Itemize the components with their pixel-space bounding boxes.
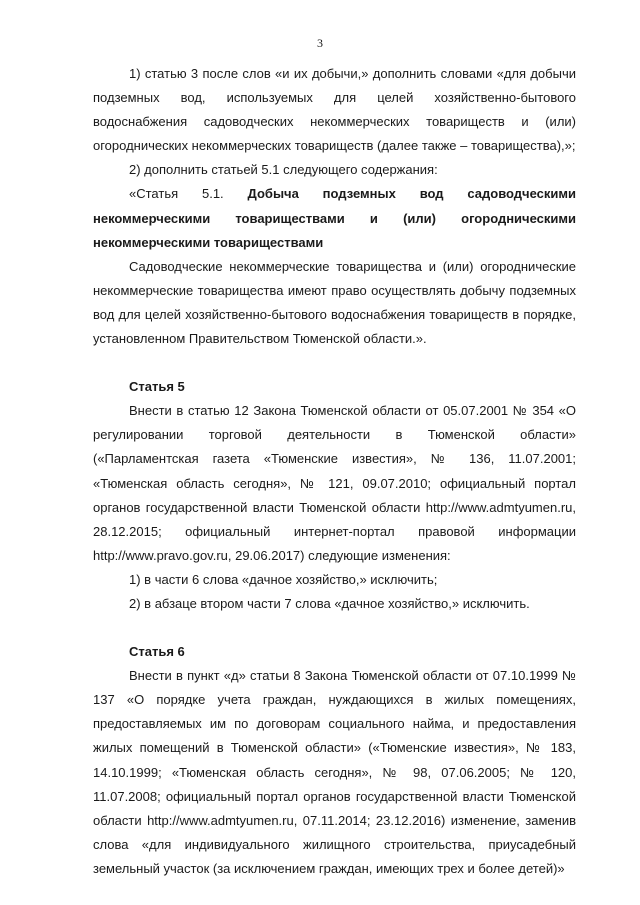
article5-heading: Статья 5 — [129, 379, 185, 395]
article6-heading: Статья 6 — [129, 644, 185, 660]
article5-item-2: 2) в абзаце втором части 7 слова «дачное хозяйство,» исключить. — [129, 595, 530, 611]
new-article-prefix: «Статья 5.1. — [129, 186, 224, 202]
new-article-heading — [93, 182, 576, 254]
article5-intro: Внести в статью 12 Закона Тюменской области от 05.07.2001 № 354 «О регулировании торговой деятельности в Тюменской области» («Парламентская газета «Тюменские известия», № 136, 11.07.2001; «Тюменская область сегодня», № 121, 09.07.2010; официальный портал органов государственной власти Тюменской области http://www.admtyumen.ru, 28.12.2015; официальный интернет-портал правовой информации http://www.pravo.gov.ru, 29.06.2017) следующие изменения: — [93, 403, 576, 563]
article4-item-2: 2) дополнить статьей 5.1 следующего содержания: — [129, 162, 438, 178]
article5-item-1: 1) в части 6 слова «дачное хозяйство,» исключить; — [129, 571, 438, 587]
page-number: 3 — [317, 36, 323, 50]
article6-text: Внести в пункт «д» статьи 8 Закона Тюменской области от 07.10.1999 № 137 «О порядке учета граждан, нуждающихся в жилых помещениях, предоставляемых им по договорам социального найма, и предоставления жилых помещений в Тюменской области» («Тюменские известия», № 183, 14.10.1999; «Тюменская область сегодня», № 98, 07.06.2005; № 120, 11.07.2008; официальный портал органов государственной власти Тюменской области http://www.admtyumen.ru, 07.11.2014; 23.12.2016) изменение, заменив слова «для индивидуального жилищного строительства, приусадебный земельный участок (за исключением граждан, имеющих трех и более детей)» — [93, 668, 576, 876]
document-body — [93, 62, 576, 881]
new-article-title: Добыча подземных вод садоводческими некоммерческими товариществами и (или) огородническими некоммерческими товариществами — [93, 186, 576, 250]
new-article-text: Садоводческие некоммерческие товарищества и (или) огороднические некоммерческие товарищества имеют право осуществлять добычу подземных вод для целей хозяйственно-бытового водоснабжения товариществ в порядке, установленном Правительством Тюменской области.». — [93, 258, 576, 347]
article4-item-1: 1) статью 3 после слов «и их добычи,» дополнить словами «для добычи подземных вод, используемых для целей хозяйственно-бытового водоснабжения садоводческих некоммерческих товариществ и (или) огороднических некоммерческих товариществ (далее также – товарищества),»; — [93, 66, 576, 154]
